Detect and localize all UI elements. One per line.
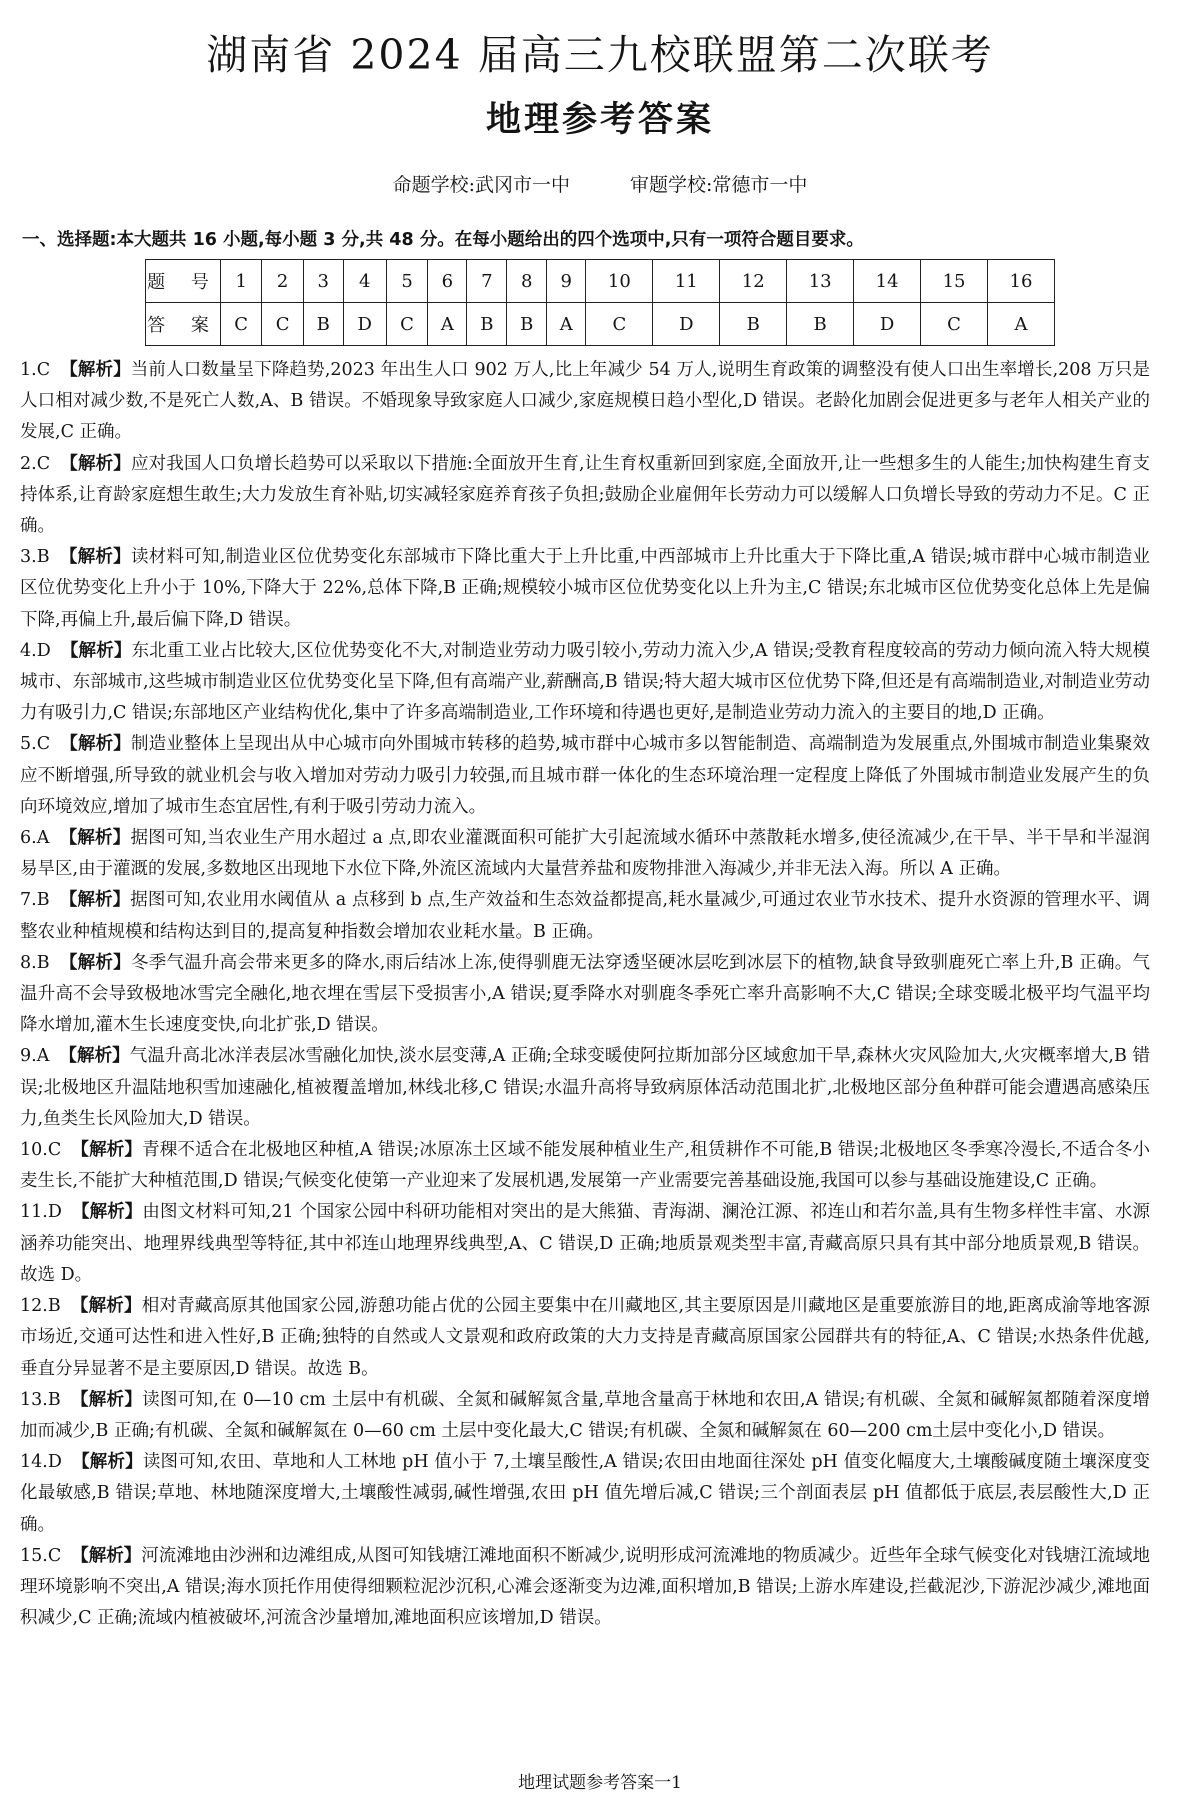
section-heading: 一、选择题:本大题共 16 小题,每小题 3 分,共 48 分。在每小题给出的四个选项中,只有一项符合题目要求。 — [22, 230, 864, 250]
answer-cell: C — [262, 303, 303, 346]
answer-cell: B — [467, 303, 507, 346]
explanation-number: 9.A — [20, 1046, 50, 1067]
explanation-number: 4.D — [20, 640, 51, 661]
explanation-item — [20, 1385, 1150, 1447]
question-number-cell: 16 — [988, 260, 1055, 303]
question-number-cell: 10 — [586, 260, 653, 303]
question-number-cell: 11 — [653, 260, 720, 303]
explanation-text: 相对青藏高原其他国家公园,游憩功能占优的公园主要集中在川藏地区,其主要原因是川藏地区是重要旅游目的地,距离成渝等地客源市场近,交通可达性和进入性好,B 正确;独特的自然或人文景观和政府政策的大力支持是青藏高原国家公园群共有的特征,A、C 错误;水热条件优越,垂直分异显著不是主要原因,D 错误。故选 B。 — [20, 1296, 1151, 1379]
explanation-item — [20, 1541, 1150, 1635]
explanations — [20, 355, 1150, 1634]
answer-cell: A — [428, 303, 467, 346]
explanation-number: 1.C — [20, 360, 51, 380]
answer-cell: C — [586, 303, 653, 346]
question-number-cell: 12 — [720, 260, 787, 303]
question-number-cell: 7 — [467, 260, 507, 303]
explanation-text: 冬季气温升高会带来更多的降水,雨后结冰上冻,使得驯鹿无法穿透坚硬冰层吃到冰层下的植物,缺食导致驯鹿死亡率上升,B 正确。气温升高不会导致极地冰雪完全融化,地衣埋在雪层下受损害小,A 错误;夏季降水对驯鹿冬季死亡率升高影响不大,C 错误;全球变暖北极平均气温平均降水增加,灌木生长速度变快,向北扩张,D 错误。 — [20, 952, 1151, 1036]
answer-cell: D — [854, 303, 921, 346]
school-info — [0, 170, 1200, 197]
explanation-tag: 【解析】 — [71, 1140, 143, 1161]
page-subtitle: 地理参考答案 — [485, 100, 714, 140]
explanation-text: 据图可知,农业用水阈值从 a 点移到 b 点,生产效益和生态效益都提高,耗水量减少,可通过农业节水技术、提升水资源的管理水平、调整农业种植规模和结构达到目的,提高复种指数会增加农业耗水量。B 正确。 — [20, 890, 1151, 942]
question-number-cell: 9 — [547, 260, 586, 303]
answer-cell: A — [547, 303, 586, 346]
answer-label: 答 案 — [146, 303, 221, 346]
explanation-text: 据图可知,当农业生产用水超过 a 点,即农业灌溉面积可能扩大引起流域水循环中蒸散耗水增多,使径流减少,在干旱、半干旱和半湿润易旱区,由于灌溉的发展,多数地区出现地下水位下降,外流区流域内大量营养盐和废物排泄入海减少,并非无法入海。所以 A 正确。 — [20, 828, 1150, 880]
explanation-tag: 【解析】 — [59, 952, 131, 973]
question-number-cell: 2 — [262, 260, 303, 303]
page-title: 湖南省 2024 届高三九校联盟第二次联考 — [206, 31, 994, 79]
answer-cell: C — [221, 303, 262, 346]
answer-row — [146, 303, 1055, 346]
explanation-tag: 【解析】 — [60, 640, 132, 661]
explanation-number: 10.C — [20, 1140, 62, 1161]
answer-table — [145, 259, 1055, 346]
explanation-number: 2.C — [20, 453, 51, 474]
explanation-tag: 【解析】 — [60, 453, 131, 474]
explanation-text: 当前人口数量呈下降趋势,2023 年出生人口 902 万人,比上年减少 54 万人,说明生育政策的调整没有使人口出生率增长,208 万只是人口相对减少数,不是死亡人数,A、B 错误。不婚现象导致家庭人口减少,家庭规模日趋小型化,D 错误。老龄化加剧会促进更多与老年人相关产业的发展,C 正确。 — [20, 360, 1151, 443]
explanation-tag: 【解析】 — [71, 1452, 143, 1473]
explanation-text: 气温升高北冰洋表层冰雪融化加快,淡水层变薄,A 正确;全球变暖使阿拉斯加部分区域愈加干旱,森林火灾风险加大,火灾概率增大,B 错误;北极地区升温陆地积雪加速融化,植被覆盖增加,林线北移,C 错误;水温升高将导致病原体活动范围北扩,北极地区部分鱼种群可能会遭遇高感染压力,鱼类生长风险加大,D 错误。 — [20, 1046, 1150, 1129]
explanation-text: 读图可知,农田、草地和人工林地 pH 值小于 7,土壤呈酸性,A 错误;农田由地面往深处 pH 值变化幅度大,土壤酸碱度随土壤深度变化最敏感,B 错误;草地、林地随深度增大,土壤酸性减弱,碱性增强,农田 pH 值先增后减,C 错误;三个剖面表层 pH 值都低于底层,表层酸性大,D 正确。 — [20, 1452, 1150, 1535]
explanation-number: 6.A — [20, 828, 50, 849]
answer-cell: B — [303, 303, 343, 346]
explanation-tag: 【解析】 — [70, 1296, 142, 1317]
explanation-item — [20, 729, 1150, 823]
answer-cell: B — [787, 303, 854, 346]
explanation-item — [20, 449, 1150, 543]
explanation-tag: 【解析】 — [59, 828, 131, 849]
explanation-text: 应对我国人口负增长趋势可以采取以下措施:全面放开生育,让生育权重新回到家庭,全面放开,让一些想多生的人能生;加快构建生育支持体系,让育龄家庭想生敢生;大力发放生育补贴,切实减轻家庭养育孩子负担;鼓励企业雇佣年长劳动力可以缓解人口负增长导致的劳动力不足。C 正确。 — [20, 453, 1151, 537]
question-number-cell: 6 — [428, 260, 467, 303]
explanation-tag: 【解析】 — [70, 1389, 143, 1410]
explanation-text: 河流滩地由沙洲和边滩组成,从图可知钱塘江滩地面积不断减少,说明形成河流滩地的物质减少。近些年全球气候变化对钱塘江流域地理环境影响不突出,A 错误;海水顶托作用使得细颗粒泥沙沉积,心滩会逐渐变为边滩,面积增加,B 错误;上游水库建设,拦截泥沙,下游泥沙减少,滩地面积减少,C 正确;流域内植被破坏,河流含沙量增加,滩地面积应该增加,D 错误。 — [20, 1545, 1151, 1629]
question-number-cell: 5 — [386, 260, 427, 303]
explanation-item — [20, 823, 1150, 885]
question-number-cell: 4 — [343, 260, 386, 303]
explanation-item — [20, 885, 1150, 947]
explanation-tag: 【解析】 — [71, 1545, 142, 1566]
explanation-number: 3.B — [20, 547, 50, 568]
explanation-tag: 【解析】 — [59, 890, 131, 911]
question-number-cell: 1 — [221, 260, 262, 303]
explanation-text: 由图文材料可知,21 个国家公园中科研功能相对突出的是大熊猫、青海湖、澜沧江源、祁连山和若尔盖,具有生物多样性丰富、水源涵养功能突出、地理界线典型等特征,其中祁连山地理界线典型,A、C 错误,D 正确;地质景观类型丰富,青藏高原只具有其中部分地质景观,B 错误。故选 D。 — [20, 1202, 1150, 1285]
reviewing-school: 审题学校:常德市一中 — [630, 174, 808, 196]
question-number-cell: 14 — [854, 260, 921, 303]
answer-cell: C — [921, 303, 988, 346]
explanation-number: 12.B — [20, 1296, 61, 1317]
question-number-cell: 15 — [921, 260, 988, 303]
explanation-text: 青稞不适合在北极地区种植,A 错误;冰原冻土区域不能发展种植业生产,租赁耕作不可能,B 错误;北极地区冬季寒冷漫长,不适合冬小麦生长,不能扩大种植范围,D 错误;气候变化使第一产业迎来了发展机遇,发展第一产业需要完善基础设施,我国可以参与基础设施建设,C 正确。 — [20, 1140, 1150, 1192]
question-label: 题 号 — [146, 260, 221, 303]
explanation-text: 读材料可知,制造业区位优势变化东部城市下降比重大于上升比重,中西部城市上升比重大于下降比重,A 错误;城市群中心城市制造业区位优势变化上升小于 10%,下降大于 22%,总体下降,B 正确;规模较小城市区位优势变化以上升为主,C 错误;东北城市区位优势变化总体上先是偏下降,再偏上升,最后偏下降,D 错误。 — [20, 547, 1151, 630]
explanation-item — [20, 948, 1150, 1042]
explanation-number: 11.D — [20, 1202, 62, 1223]
proposing-school: 命题学校:武冈市一中 — [392, 174, 570, 196]
explanation-item — [20, 1291, 1150, 1385]
explanation-number: 8.B — [20, 952, 50, 973]
explanation-item — [20, 1197, 1150, 1291]
question-number-cell: 3 — [303, 260, 343, 303]
explanation-item — [20, 542, 1150, 636]
answer-cell: A — [988, 303, 1055, 346]
explanation-tag: 【解析】 — [60, 360, 131, 380]
explanation-number: 7.B — [20, 890, 50, 911]
explanation-number: 13.B — [20, 1389, 61, 1410]
answer-cell: D — [343, 303, 386, 346]
page-footer: 地理试题参考答案一1 — [518, 1773, 682, 1793]
answer-cell: B — [720, 303, 787, 346]
explanation-text: 制造业整体上呈现出从中心城市向外围城市转移的趋势,城市群中心城市多以智能制造、高端制造为发展重点,外围城市制造业集聚效应不断增强,所导致的就业机会与收入增加对劳动力吸引力较强,而且城市群一体化的生态环境治理一定程度上降低了外围城市制造业发展产生的负向环境效应,增加了城市生态宜居性,有利于吸引劳动力流入。 — [20, 734, 1151, 817]
explanation-number: 5.C — [20, 734, 51, 755]
answer-cell: B — [507, 303, 547, 346]
question-number-cell: 8 — [507, 260, 547, 303]
explanation-text: 读图可知,在 0—10 cm 土层中有机碳、全氮和碱解氮含量,草地含量高于林地和农田,A 错误;有机碳、全氮和碱解氮都随着深度增加而减少,B 正确;有机碳、全氮和碱解氮在 0—60 cm 土层中变化最大,C 错误;有机碳、全氮和碱解氮在 60—200 cm土层中变化小,D 错误。 — [20, 1389, 1150, 1441]
explanation-number: 15.C — [20, 1545, 62, 1566]
explanation-item — [20, 636, 1150, 730]
explanation-item — [20, 1041, 1150, 1135]
explanation-number: 14.D — [20, 1452, 62, 1473]
explanation-tag: 【解析】 — [71, 1202, 143, 1223]
question-number-cell: 13 — [787, 260, 854, 303]
question-number-row — [146, 260, 1055, 303]
explanation-item — [20, 355, 1150, 449]
explanation-tag: 【解析】 — [59, 1046, 130, 1067]
explanation-tag: 【解析】 — [60, 734, 131, 755]
explanation-item — [20, 1135, 1150, 1197]
explanation-item — [20, 1447, 1150, 1541]
answer-cell: D — [653, 303, 720, 346]
explanation-text: 东北重工业占比较大,区位优势变化不大,对制造业劳动力吸引较小,劳动力流入少,A 错误;受教育程度较高的劳动力倾向流入特大规模城市、东部城市,这些城市制造业区位优势变化呈下降,但有高端产业,薪酬高,B 错误;特大超大城市区位优势下降,但还是有高端制造业,对制造业劳动力有吸引力,C 错误;东部地区产业结构优化,集中了许多高端制造业,工作环境和待遇也更好,是制造业劳动力流入的主要目的地,D 正确。 — [20, 640, 1151, 724]
explanation-tag: 【解析】 — [59, 547, 131, 568]
answer-cell: C — [386, 303, 427, 346]
